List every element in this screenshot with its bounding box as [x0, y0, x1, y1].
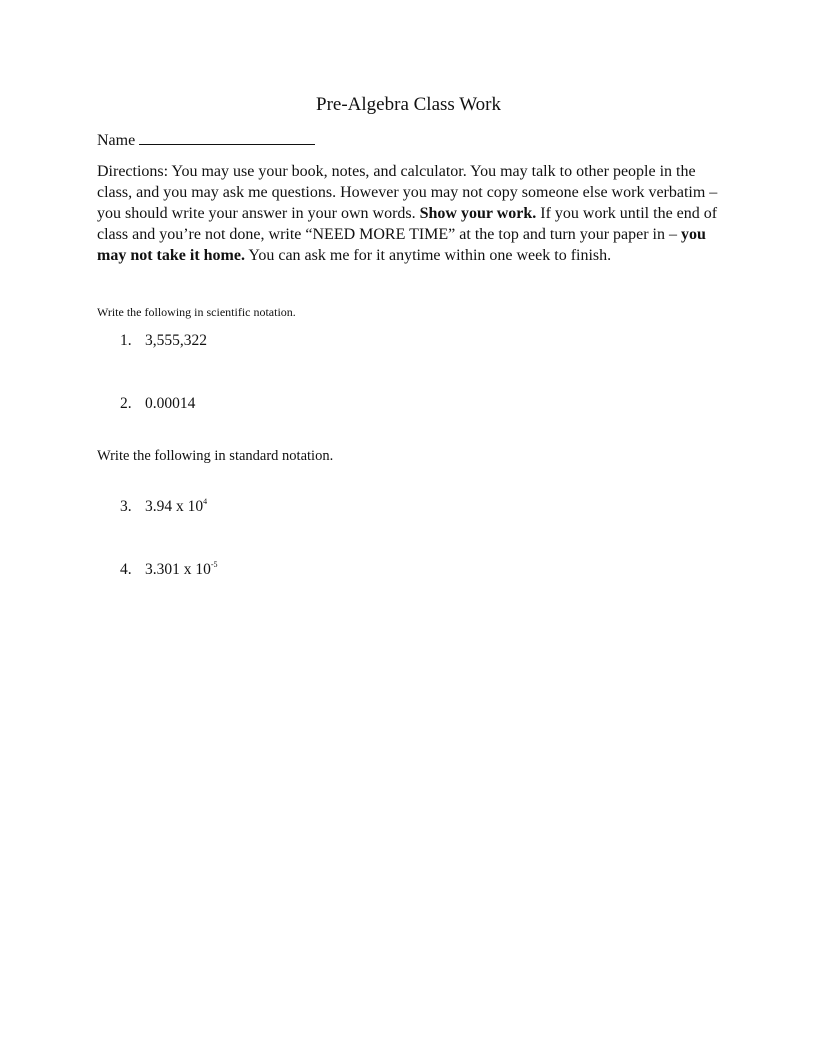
section-heading-standard: Write the following in standard notation.: [97, 448, 334, 464]
name-field: [97, 130, 315, 150]
problem-text: 3,555,322: [145, 332, 207, 349]
problem-text: 3.94 x 10: [145, 498, 204, 515]
problem-number: 3.: [120, 498, 132, 515]
directions-paragraph: [97, 161, 722, 266]
directions-bold-show-work: Show your work.: [419, 205, 537, 222]
section-heading-scientific: Write the following in scientific notation.: [97, 305, 296, 319]
directions-text-1: Directions: You may use your book, notes, and calculator. You may talk to other people in the class, and you may ask me questions. However you may not copy someone else work verbatim – you should write your answer in your own words.: [97, 163, 718, 222]
name-label: Name: [97, 132, 136, 149]
problem-number: 1.: [120, 332, 132, 349]
problem-number: 2.: [120, 395, 132, 412]
directions-bold-take-home: you may not take it home.: [97, 226, 706, 264]
problem-item: [120, 560, 218, 579]
problem-item: [120, 395, 195, 413]
problem-item: [120, 497, 207, 516]
page-title: Pre-Algebra Class Work: [316, 94, 501, 115]
problem-number: 4.: [120, 561, 132, 578]
problem-text: 0.00014: [145, 395, 196, 412]
problem-item: [120, 332, 207, 350]
problem-exponent: -5: [210, 560, 218, 569]
name-blank-line: [139, 130, 315, 145]
problem-exponent: 4: [203, 497, 208, 506]
directions-text-3: You can ask me for it anytime within one week to finish.: [244, 247, 612, 264]
directions-text-2: If you work until the end of class and you’re not done, write “NEED MORE TIME” at the top and turn your paper in –: [97, 205, 718, 243]
problem-text: 3.301 x 10: [145, 561, 211, 578]
